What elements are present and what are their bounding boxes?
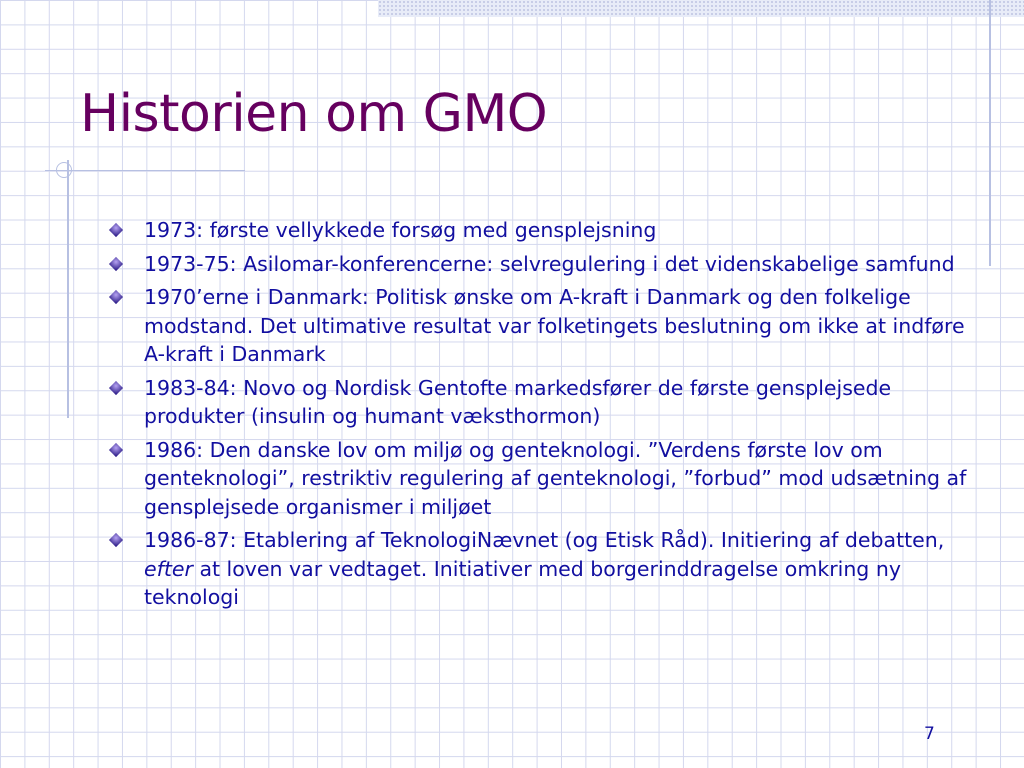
left-accent-line <box>67 160 69 418</box>
bullet-text <box>144 528 944 609</box>
bullet-item <box>108 216 968 245</box>
diamond-bullet-icon <box>109 533 123 547</box>
bullet-text: 1983-84: Novo og Nordisk Gentofte markedsfører de første gensplejsede produkter (insulin og humant væksthormon) <box>144 375 892 428</box>
title-underline <box>45 170 245 171</box>
diamond-bullet-icon <box>109 290 123 304</box>
diamond-bullet-icon <box>109 442 123 456</box>
diamond-bullet-icon <box>109 223 123 237</box>
bullet-text: 1970’erne i Danmark: Politisk ønske om A-kraft i Danmark og den folkelige modstand. Det ultimative resultat var folketingets beslutning om ikke at indføre A-kraft i Danmark <box>144 285 965 366</box>
bullet-item <box>108 436 968 522</box>
diamond-bullet-icon <box>109 380 123 394</box>
right-accent-line <box>989 0 991 266</box>
top-decorative-band <box>378 0 1024 17</box>
bullet-text-part: 1986-87: Etablering af TeknologiNævnet (og Etisk Råd). Initiering af debatten, <box>144 528 945 552</box>
bullet-item <box>108 526 968 612</box>
bullet-text-part: at loven var vedtaget. Initiativer med borgerinddragelse omkring ny teknologi <box>144 556 901 609</box>
diamond-bullet-icon <box>109 256 123 270</box>
bullet-item <box>108 374 968 431</box>
crosshair-circle-icon <box>56 162 72 178</box>
bullet-item <box>108 250 968 279</box>
page-number: 7 <box>924 724 935 744</box>
slide-title: Historien om GMO <box>80 84 548 144</box>
bullet-item <box>108 283 968 369</box>
bullet-text: 1973: første vellykkede forsøg med gensplejsning <box>144 218 657 242</box>
bullet-list <box>108 216 968 617</box>
bullet-text: 1986: Den danske lov om miljø og genteknologi. ”Verdens første lov om genteknologi”, restriktiv regulering af genteknologi, ”forbud” mod udsætning af gensplejsede organismer i miljøet <box>144 437 967 519</box>
bullet-text: 1973-75: Asilomar-konferencerne: selvregulering i det videnskabelige samfund <box>144 251 955 276</box>
bullet-text-emphasis: efter <box>144 556 193 581</box>
